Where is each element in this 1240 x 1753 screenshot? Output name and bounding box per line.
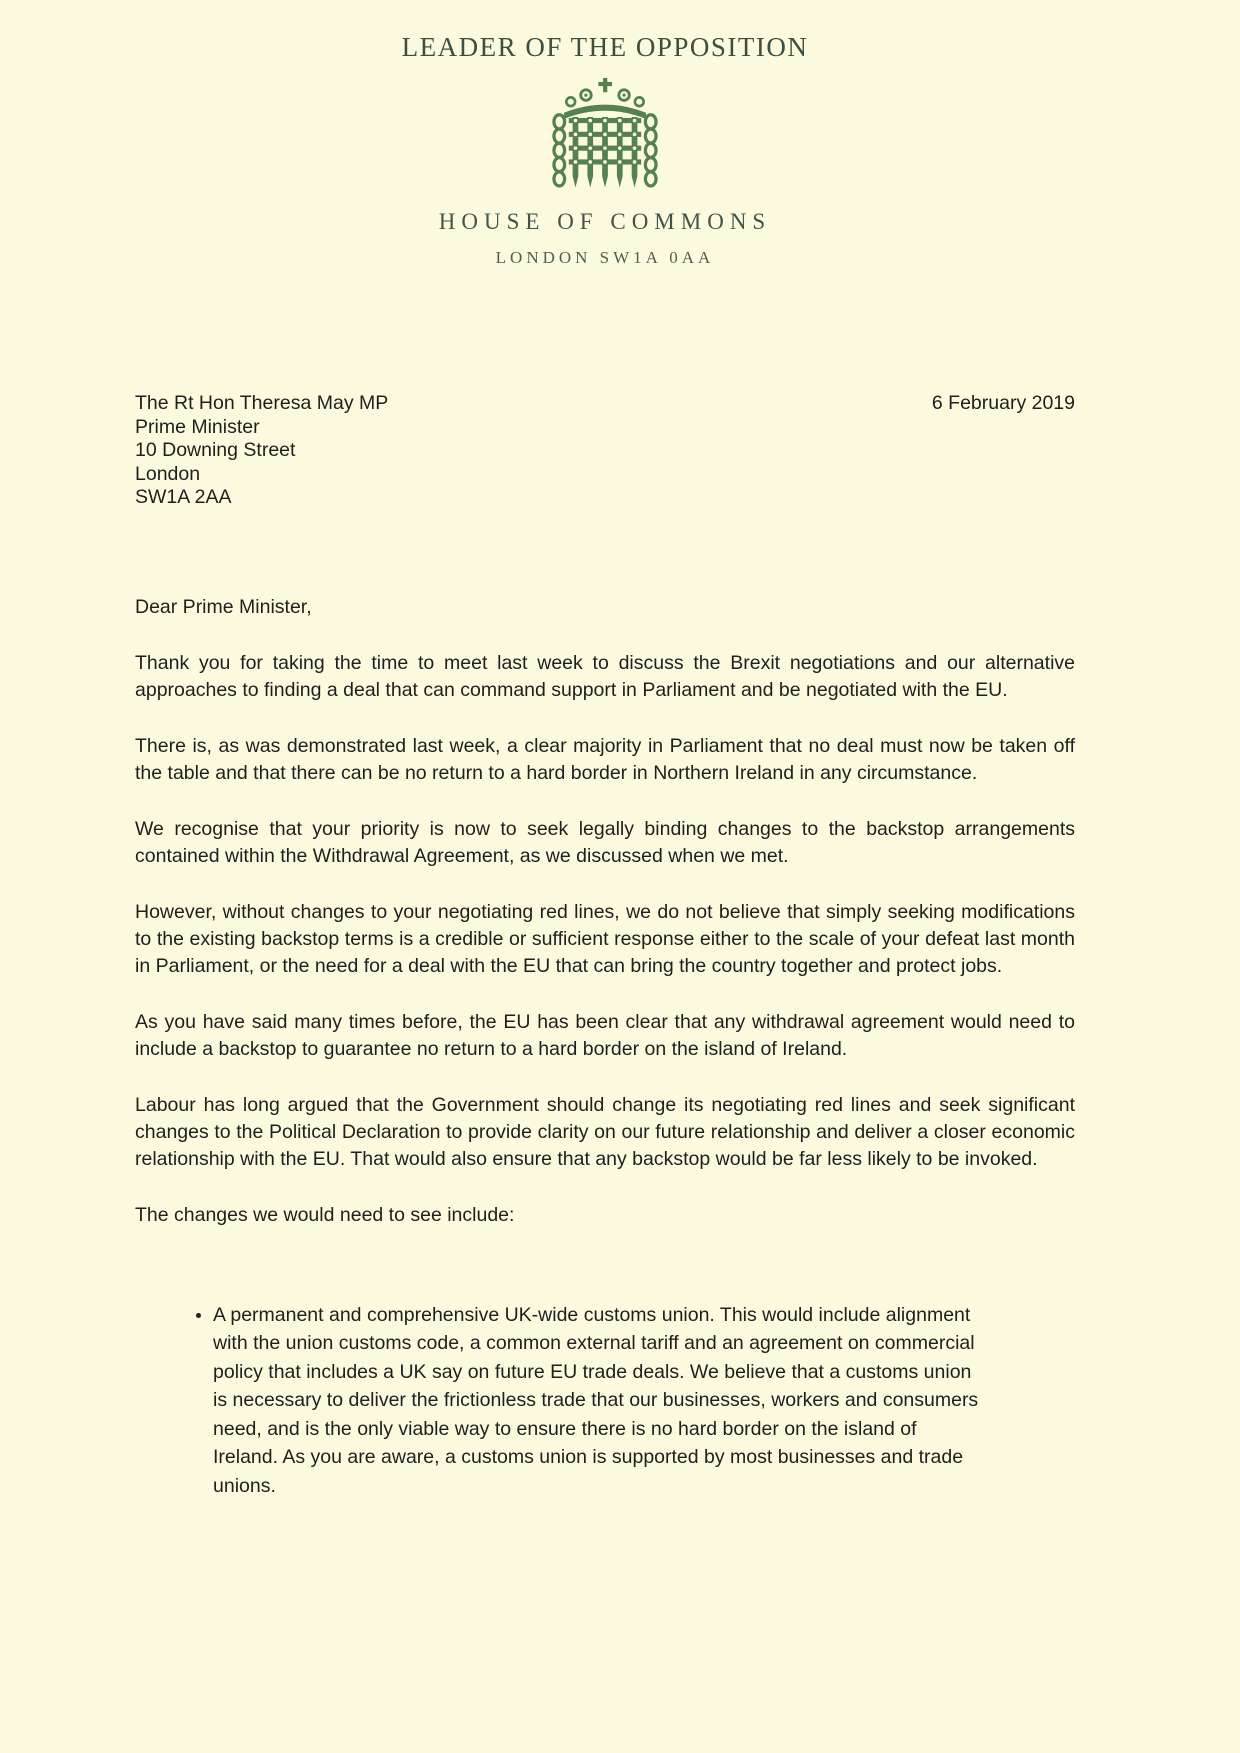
body-paragraph: There is, as was demonstrated last week, a clear majority in Parliament that no deal must now be taken off the table and that there can be no return to a hard border in Northern Ireland in any circumstance. <box>135 734 1075 784</box>
recipient-address-line: SW1A 2AA <box>135 486 232 508</box>
recipient-address <box>135 392 388 510</box>
changes-list-item: • A permanent and comprehensive UK-wide customs union. This would include alignment with the union customs code, a common external tariff and an agreement on commercial policy that includes a UK say on future EU trade deals. We believe that a customs union is necessary to deliver the frictionless trade that our businesses, workers and consumers need, and is the only viable way to ensure there is no hard border on the island of Ireland. As you are aware, a customs union is supported by most businesses and trade unions. <box>213 1301 985 1501</box>
recipient-address-line: 10 Downing Street <box>135 439 296 461</box>
body-paragraph: We recognise that your priority is now to seek legally binding changes to the backstop arrangements contained within the Withdrawal Agreement, as we discussed when we met. <box>135 817 1075 867</box>
letter-body <box>135 650 1075 1173</box>
letterhead-organisation: HOUSE OF COMMONS <box>438 209 772 234</box>
body-paragraph: Thank you for taking the time to meet last week to discuss the Brexit negotiations and our alternative approaches to finding a deal that can command support in Parliament and be negotiated with the EU. <box>135 651 1075 701</box>
address-date-row <box>135 392 1075 510</box>
letterhead-title: LEADER OF THE OPPOSITION <box>401 32 809 62</box>
list-intro: The changes we would need to see include: <box>135 1203 515 1226</box>
body-paragraph: Labour has long argued that the Government should change its negotiating red lines and seek significant changes to the Political Declaration to provide clarity on our future relationship and deliver a closer economic relationship with the EU. That would also ensure that any backstop would be far less likely to be invoked. <box>135 1093 1075 1170</box>
body-paragraph: As you have said many times before, the EU has been clear that any withdrawal agreement would need to include a backstop to guarantee no return to a hard border on the island of Ireland. <box>135 1010 1075 1060</box>
salutation: Dear Prime Minister, <box>135 595 312 618</box>
recipient-address-line: Prime Minister <box>135 415 260 438</box>
letterhead-address: LONDON SW1A 0AA <box>495 248 715 267</box>
body-paragraph: However, without changes to your negotiating red lines, we do not believe that simply seeking modifications to the existing backstop terms is a credible or sufficient response either to the scale of your defeat last month in Parliament, or the need for a deal with the EU that can bring the country together and protect jobs. <box>135 900 1075 977</box>
portcullis-crest-icon <box>135 77 1075 197</box>
recipient-address-line: London <box>135 462 201 485</box>
letter-date: 6 February 2019 <box>931 392 1075 414</box>
changes-list <box>193 1301 985 1501</box>
recipient-address-line: The Rt Hon Theresa May MP <box>135 392 389 414</box>
